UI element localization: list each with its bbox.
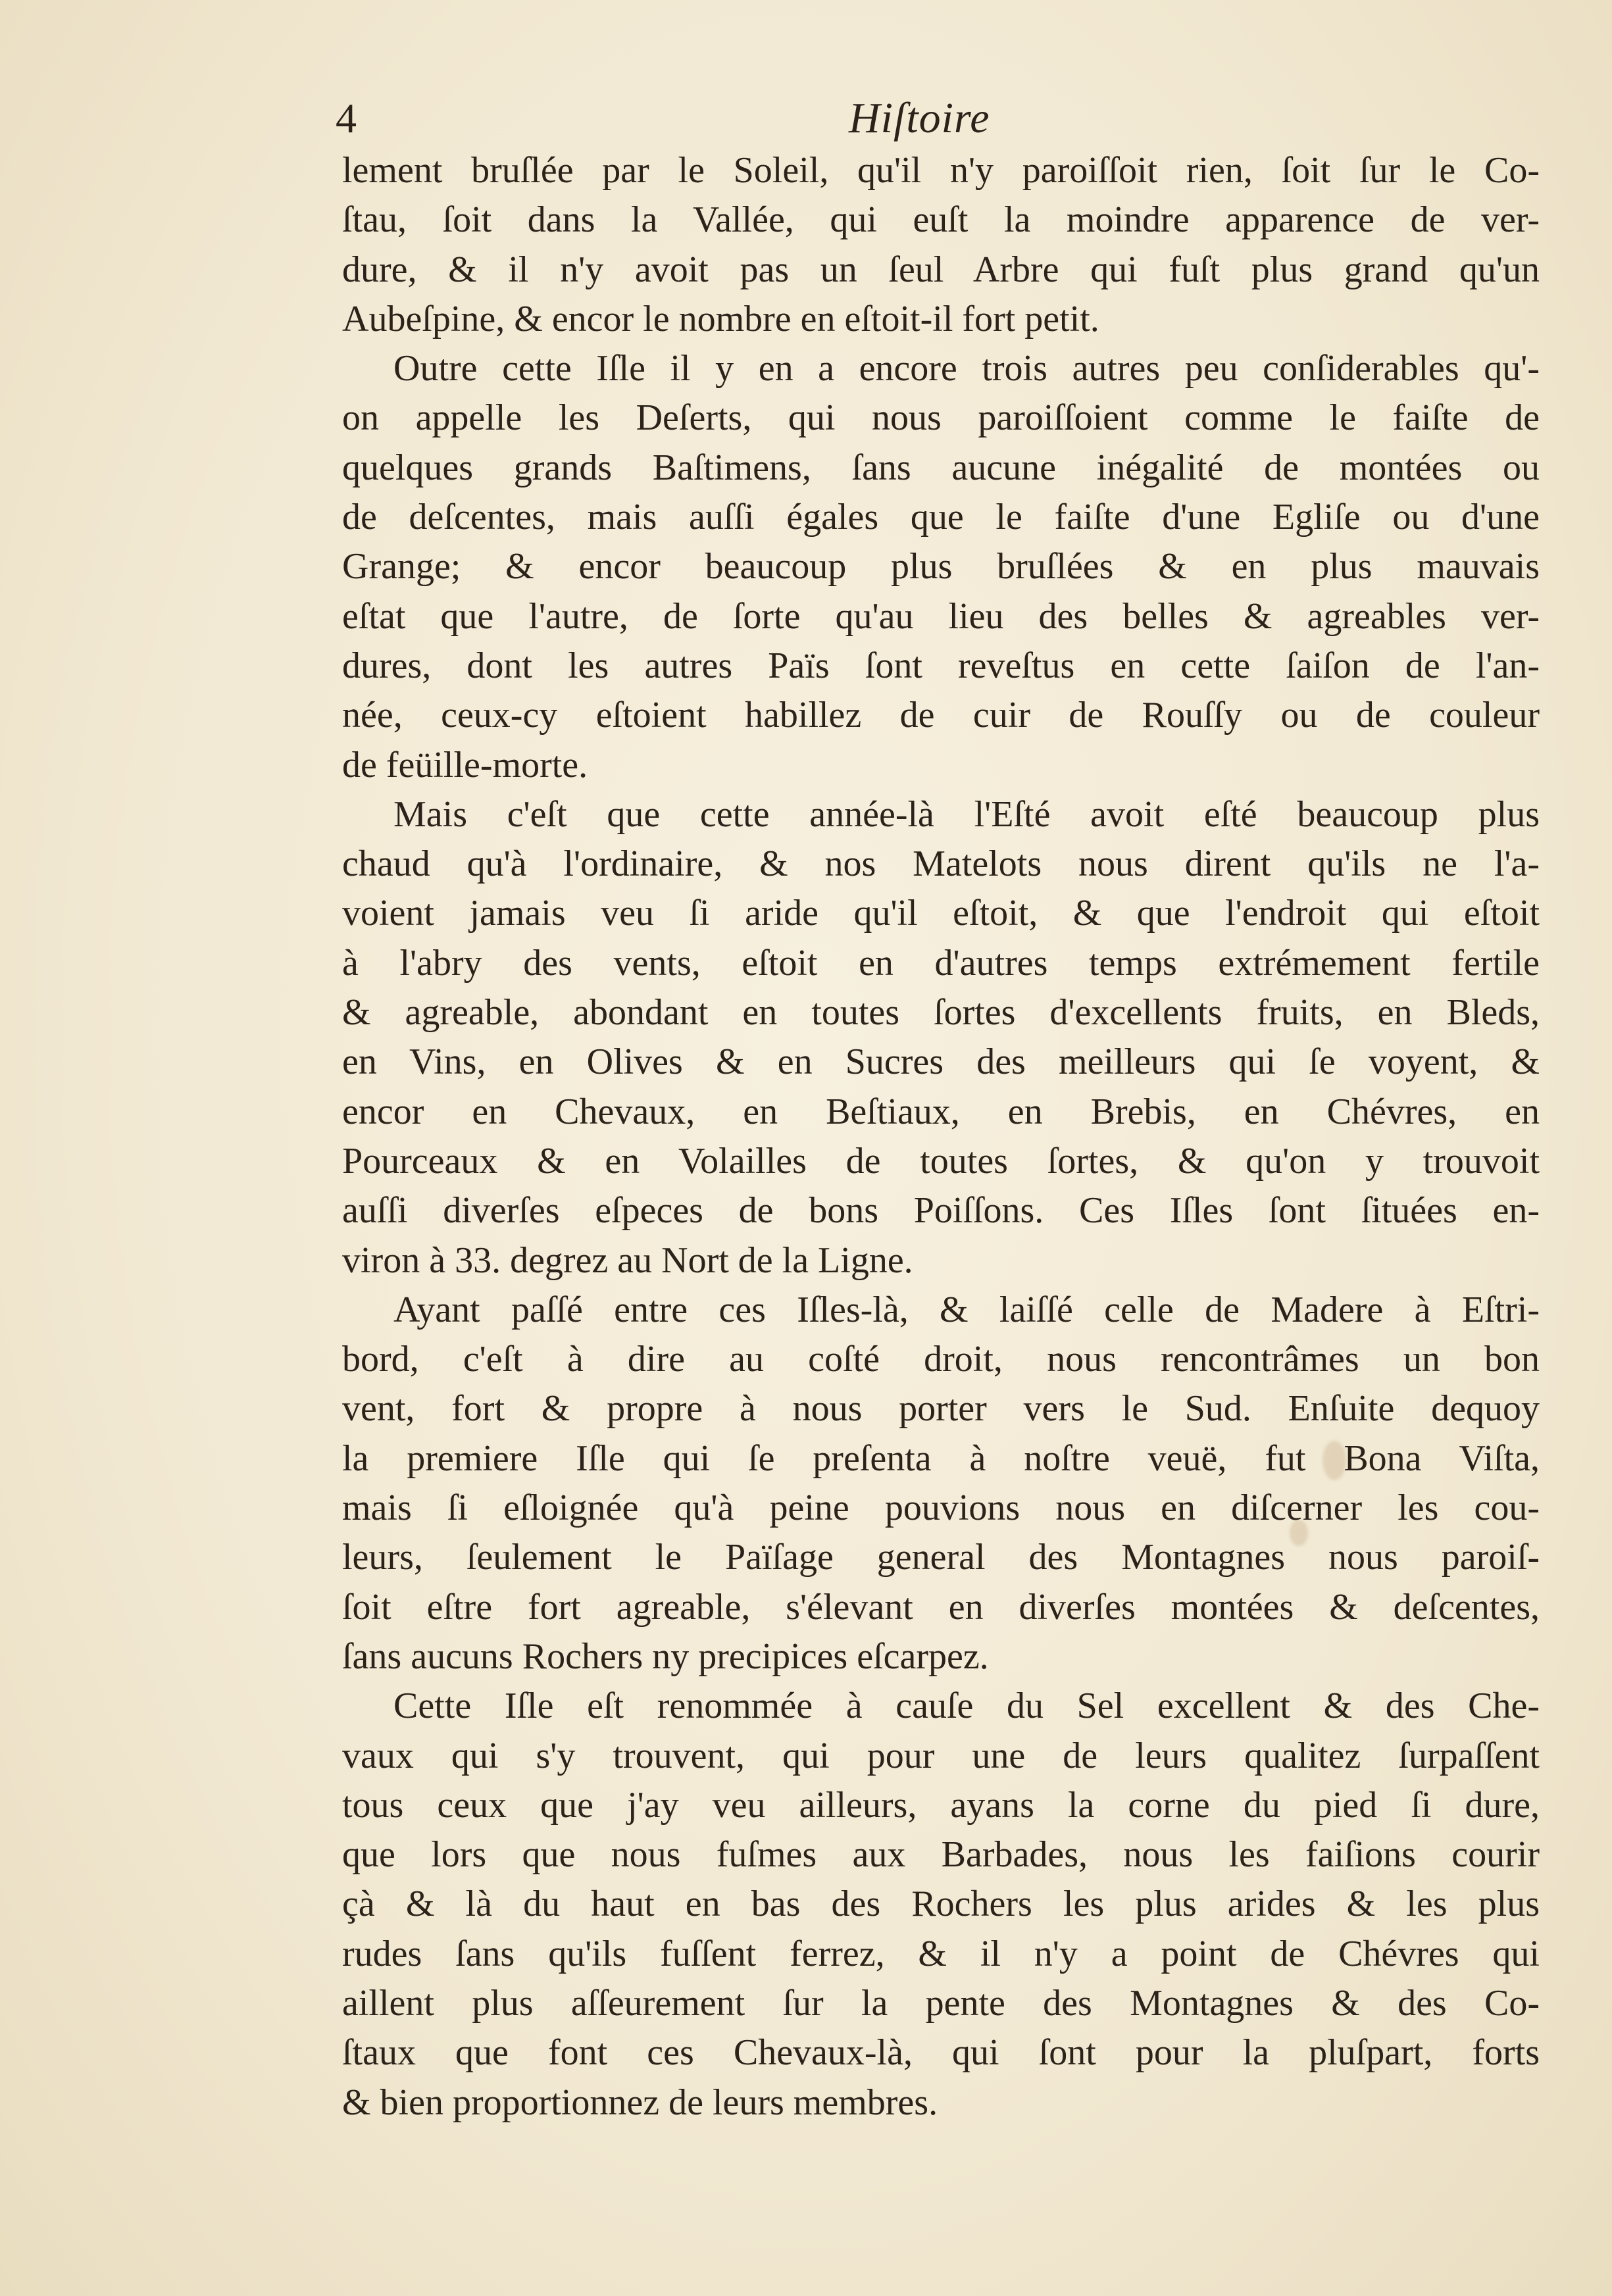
text-line: en Vins, en Olives & en Sucres des meilleurs qui ſe voyent, &	[342, 1041, 1540, 1083]
paragraph-end-line: viron à 33. degrez au Nort de la Ligne.	[342, 1239, 913, 1281]
paragraph-start-line: Mais c'eſt que cette année-là l'Eſté avoit eſté beaucoup plus	[393, 793, 1540, 835]
text-line: à l'abry des vents, eſtoit en d'autres temps extrémement fertile	[342, 942, 1540, 984]
text-line: mais ſi eſloignée qu'à peine pouvions nous en diſcerner les cou-	[342, 1487, 1540, 1529]
text-line: auſſi diverſes eſpeces de bons Poiſſons. Ces Iſles ſont ſituées en-	[342, 1190, 1540, 1232]
paragraph-start-line: Outre cette Iſle il y en a encore trois autres peu conſiderables qu'-	[393, 348, 1540, 389]
page-number: 4	[336, 95, 357, 141]
text-line: leurs, ſeulement le Païſage general des Montagnes nous paroiſ-	[342, 1537, 1540, 1578]
text-line: voient jamais veu ſi aride qu'il eſtoit, & que l'endroit qui eſtoit	[342, 893, 1540, 934]
text-line: lement bruſlée par le Soleil, qu'il n'y paroiſſoit rien, ſoit ſur le Co-	[342, 150, 1540, 191]
text-line: chaud qu'à l'ordinaire, & nos Matelots nous dirent qu'ils ne l'a-	[342, 843, 1540, 885]
text-line: vaux qui s'y trouvent, qui pour une de leurs qualitez ſurpaſſent	[342, 1735, 1540, 1776]
text-line: tous ceux que j'ay veu ailleurs, ayans la corne du pied ſi dure,	[342, 1784, 1540, 1826]
text-line: dure, & il n'y avoit pas un ſeul Arbre qui fuſt plus grand qu'un	[342, 249, 1540, 290]
text-line: Pourceaux & en Volailles de toutes ſortes, & qu'on y trouvoit	[342, 1140, 1540, 1182]
page-header	[336, 89, 1290, 148]
text-line: dures, dont les autres Païs ſont reveſtus en cette ſaiſon de l'an-	[342, 645, 1540, 686]
body-text	[342, 146, 1540, 2128]
text-line: née, ceux-cy eſtoient habillez de cuir de Rouſſy ou de couleur	[342, 695, 1540, 736]
text-line: quelques grands Baſtimens, ſans aucune inégalité de montées ou	[342, 447, 1540, 488]
paragraph-end-line: Aubeſpine, & encor le nombre en eſtoit-il fort petit.	[342, 298, 1099, 339]
text-line: aillent plus aſſeurement ſur la pente des Montagnes & des Co-	[342, 1982, 1540, 2024]
text-line: ſoit eſtre fort agreable, s'élevant en diverſes montées & deſcentes,	[342, 1586, 1540, 1628]
text-line: çà & là du haut en bas des Rochers les plus arides & les plus	[342, 1884, 1540, 1925]
text-line: ſtau, ſoit dans la Vallée, qui euſt la moindre apparence de ver-	[342, 199, 1540, 241]
paragraph-end-line: & bien proportionnez de leurs membres.	[342, 2082, 938, 2123]
text-line: on appelle les Deſerts, qui nous paroiſſoient comme le faiſte de	[342, 397, 1540, 439]
paragraph-end-line: ſans aucuns Rochers ny precipices eſcarpez.	[342, 1635, 989, 1677]
text-line: & agreable, abondant en toutes ſortes d'excellents fruits, en Bleds,	[342, 992, 1540, 1034]
text-line: rudes ſans qu'ils fuſſent ferrez, & il n'y a point de Chévres qui	[342, 1933, 1540, 1974]
text-line: encor en Chevaux, en Beſtiaux, en Brebis, en Chévres, en	[342, 1091, 1540, 1132]
paragraph-start-line: Ayant paſſé entre ces Iſles-là, & laiſſé celle de Madere à Eſtri-	[393, 1289, 1540, 1330]
paragraph-start-line: Cette Iſle eſt renommée à cauſe du Sel excellent & des Che-	[393, 1685, 1540, 1727]
text-line: eſtat que l'autre, de ſorte qu'au lieu des belles & agreables ver-	[342, 595, 1540, 637]
running-title: Hiſtoire	[849, 94, 990, 142]
paragraph-end-line: de feüille-morte.	[342, 744, 588, 786]
text-line: que lors que nous fuſmes aux Barbades, nous les faiſions courir	[342, 1834, 1540, 1876]
text-line: vent, fort & propre à nous porter vers le Sud. Enſuite dequoy	[342, 1388, 1540, 1430]
text-line: Grange; & encor beaucoup plus bruſlées & en plus mauvais	[342, 546, 1540, 587]
text-line: la premiere Iſle qui ſe preſenta à noſtre veuë, fut Bona Viſta,	[342, 1437, 1540, 1479]
text-line: de deſcentes, mais auſſi égales que le faiſte d'une Egliſe ou d'une	[342, 497, 1540, 538]
text-line: bord, c'eſt à dire au coſté droit, nous rencontrâmes un bon	[342, 1339, 1540, 1380]
text-line: ſtaux que font ces Chevaux-là, qui ſont pour la pluſpart, forts	[342, 2032, 1540, 2074]
